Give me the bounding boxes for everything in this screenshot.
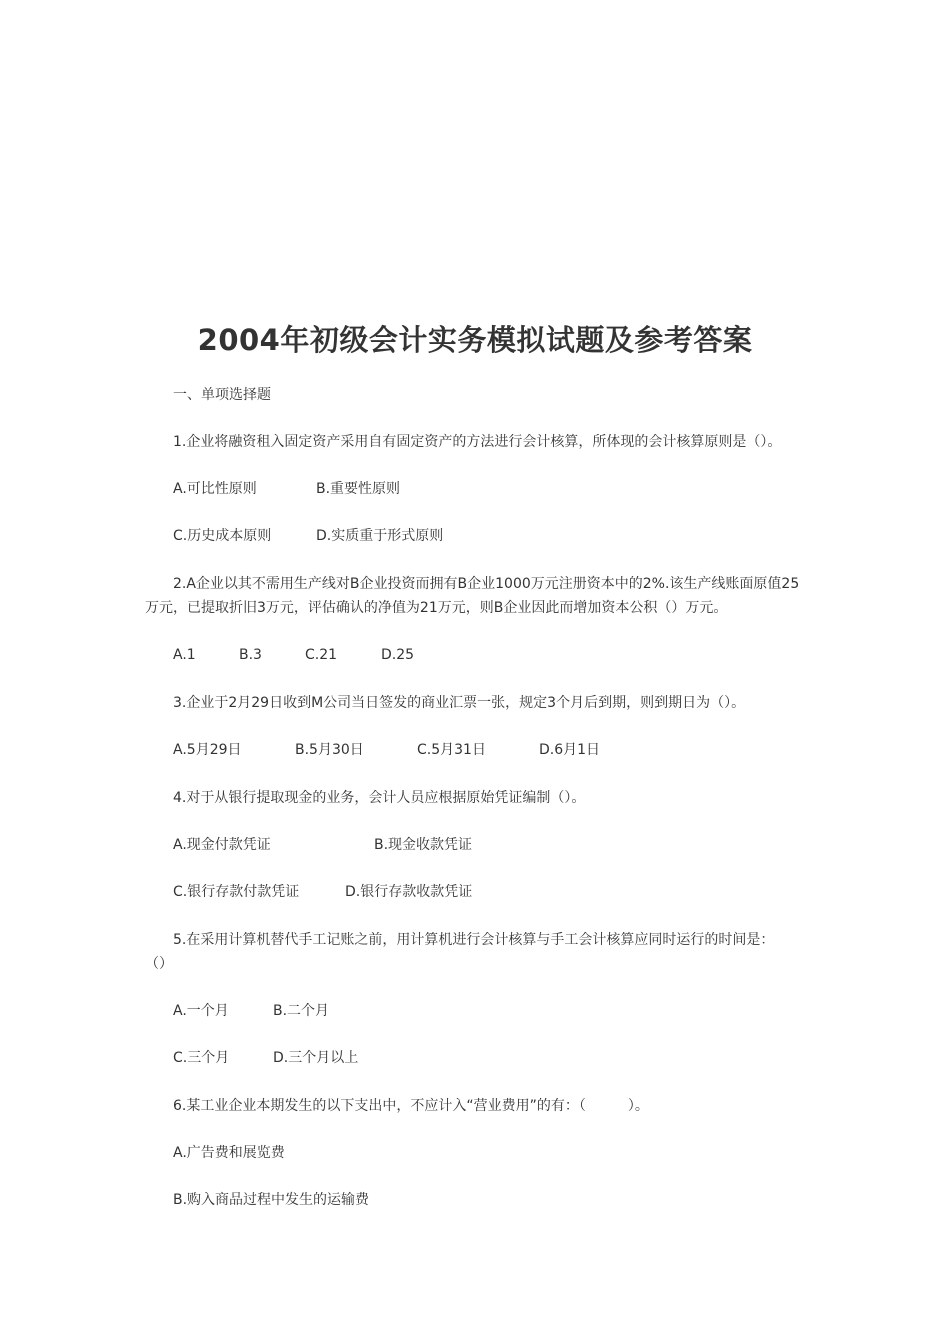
option-d: D.银行存款收款凭证 [345, 884, 473, 900]
option-b: B.5月30日 [295, 742, 364, 758]
question-2-options [173, 643, 414, 667]
option-d: D.6月1日 [539, 742, 601, 758]
option-c: C.银行存款付款凭证 [173, 884, 300, 900]
question-6: 6.某工业企业本期发生的以下支出中，不应计入“营业费用”的有：（ ）。 [173, 1098, 649, 1114]
option-c: C.5月31日 [417, 742, 486, 758]
option-d: D.三个月以上 [273, 1050, 359, 1066]
document-title: 2004年初级会计实务模拟试题及参考答案 [197, 323, 753, 357]
question-4: 4.对于从银行提取现金的业务，会计人员应根据原始凭证编制（）。 [173, 790, 586, 806]
option-b: B.二个月 [273, 1003, 330, 1019]
option-d: D.实质重于形式原则 [316, 528, 444, 544]
option-a: A.一个月 [173, 1003, 229, 1019]
option-a: A.可比性原则 [173, 481, 257, 497]
question-6-option-a: A.广告费和展览费 [173, 1145, 285, 1161]
option-c: C.历史成本原则 [173, 528, 272, 544]
question-3-options [173, 738, 600, 762]
option-b: B.现金收款凭证 [374, 837, 473, 853]
question-4-options-row-1 [173, 833, 472, 857]
section-heading: 一、单项选择题 [173, 387, 271, 403]
option-a: A.5月29日 [173, 742, 242, 758]
option-b: B.重要性原则 [316, 481, 401, 497]
option-c: C.三个月 [173, 1050, 230, 1066]
question-2: 2.A企业以其不需用生产线对B企业投资而拥有B企业1000万元注册资本中的2%.该生产线账面原值25万元，已提取折旧3万元，评估确认的净值为21万元，则B企业因此而增加资本公积（）万元。 [145, 576, 800, 616]
question-4-options-row-2 [173, 880, 472, 904]
option-d: D.25 [381, 647, 415, 663]
option-a: A.1 [173, 647, 196, 663]
question-5: 5.在采用计算机替代手工记账之前，用计算机进行会计核算与手工会计核算应同时运行的时间是：（） [145, 932, 775, 972]
question-5-options-row-2 [173, 1046, 358, 1070]
option-b: B.3 [239, 647, 262, 663]
question-6-option-b: B.购入商品过程中发生的运输费 [173, 1192, 370, 1208]
option-c: C.21 [305, 647, 338, 663]
question-5-options-row-1 [173, 999, 329, 1023]
question-1: 1.企业将融资租入固定资产采用自有固定资产的方法进行会计核算，所体现的会计核算原则是（）。 [173, 434, 782, 450]
question-3: 3.企业于2月29日收到M公司当日签发的商业汇票一张，规定3个月后到期，则到期日为（）。 [173, 695, 746, 711]
question-1-options-row-2 [173, 524, 443, 548]
option-a: A.现金付款凭证 [173, 837, 271, 853]
question-1-options-row-1 [173, 477, 400, 501]
